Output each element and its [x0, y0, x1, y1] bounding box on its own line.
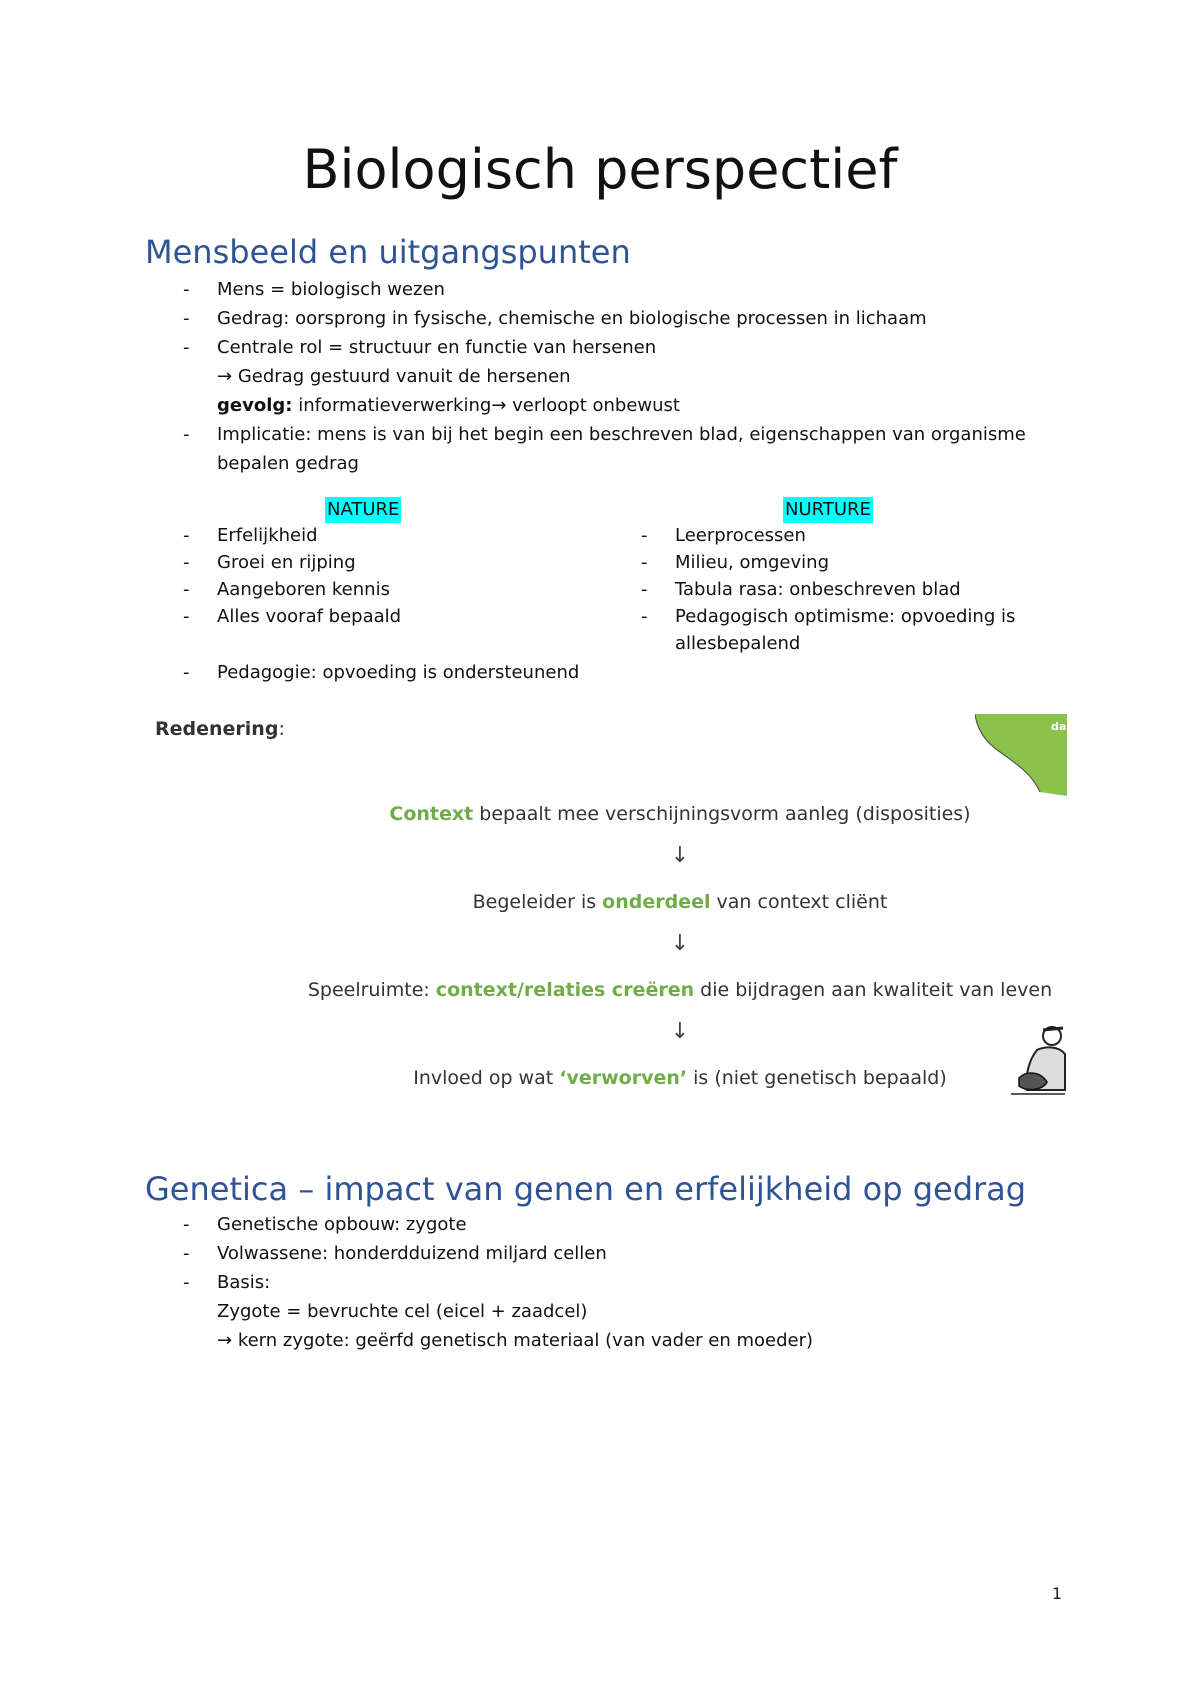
list-item — [145, 1210, 1045, 1239]
flow-text: van context cliënt — [710, 891, 888, 913]
nurture-list — [603, 522, 1073, 657]
section-heading-genetica: Genetica – impact van genen en erfelijkheid op gedrag — [145, 1170, 1027, 1208]
arrow-down-icon: ↓ — [670, 1019, 690, 1044]
section-heading-mensbeeld: Mensbeeld en uitgangspunten — [145, 233, 631, 271]
redenering-label-text: Redenering — [155, 718, 279, 740]
flow-text: Invloed op wat — [413, 1067, 560, 1089]
dash-marker: - — [183, 552, 190, 573]
dash-marker: - — [641, 579, 648, 600]
list-item — [145, 304, 1045, 333]
list-item-text: Mens = biologisch wezen — [217, 279, 445, 300]
list-item — [145, 1239, 1045, 1268]
list-item — [603, 522, 1073, 549]
dash-marker: - — [183, 308, 190, 329]
dash-marker: - — [183, 662, 190, 683]
flow-text: Speelruimte: — [307, 979, 436, 1001]
dash-marker: - — [183, 1243, 190, 1264]
nurture-heading: NURTURE — [783, 497, 873, 523]
flow-text: die bijdragen aan kwaliteit van leven — [694, 979, 1053, 1001]
list-item — [145, 576, 645, 603]
flow-highlight: context/relaties creëren — [435, 979, 695, 1001]
dash-marker: - — [641, 525, 648, 546]
list-item-text: Volwassene: honderdduizend miljard cellen — [217, 1243, 607, 1264]
arrow-right-icon: → — [217, 366, 233, 387]
list-item-text: Erfelijkheid — [217, 525, 318, 546]
dash-marker: - — [183, 579, 190, 600]
list-item — [603, 603, 1073, 657]
flow-line-speelruimte — [300, 976, 1060, 1004]
dash-marker: - — [183, 525, 190, 546]
leaf-decoration — [975, 714, 1067, 796]
page-title: Biologisch perspectief — [302, 138, 898, 201]
nature-list — [145, 522, 645, 630]
list-item — [145, 549, 645, 576]
gevolg-label: gevolg: — [217, 395, 293, 416]
pedagogie-list — [145, 659, 745, 686]
list-item — [145, 603, 645, 630]
list-item-text: Alles vooraf bepaald — [217, 606, 402, 627]
list-item — [145, 333, 1045, 420]
dash-marker: - — [183, 1272, 190, 1293]
sketch-hat — [1043, 1028, 1063, 1030]
list-item-text: Basis: — [217, 1272, 271, 1293]
list-item — [145, 1268, 1045, 1355]
gevolg-text: informatieverwerking — [298, 395, 492, 416]
list-item-text: Implicatie: mens is van bij het begin een beschreven blad, eigenschappen van organisme bepalen gedrag — [217, 424, 1026, 474]
list-item — [603, 549, 1073, 576]
list-item-text: Gedrag: oorsprong in fysische, chemische en biologische processen in lichaam — [217, 308, 927, 329]
list-item-text: Genetische opbouw: zygote — [217, 1214, 467, 1235]
list-item — [145, 420, 1045, 478]
flow-line-invloed — [300, 1064, 1060, 1092]
list-item-text: Centrale rol = structuur en functie van hersenen — [217, 337, 657, 358]
list-item — [145, 522, 645, 549]
dash-marker: - — [641, 552, 648, 573]
flow-highlight: Context — [389, 803, 474, 825]
flow-highlight: ‘verworven’ — [559, 1067, 688, 1089]
flow-text: bepaalt mee verschijningsvorm aanleg (disposities) — [473, 803, 971, 825]
list-item — [145, 659, 745, 686]
arrow-right-icon: → — [217, 1330, 233, 1351]
flow-text: Begeleider is — [472, 891, 603, 913]
dash-marker: - — [183, 337, 190, 358]
list-item — [145, 275, 1045, 304]
arrow-right-icon: → — [491, 395, 507, 416]
list-item-text: Pedagogisch optimisme: opvoeding is allesbepalend — [675, 606, 1016, 654]
dash-marker: - — [183, 279, 190, 300]
dash-marker: - — [183, 606, 190, 627]
arrow-down-icon: ↓ — [670, 843, 690, 868]
person-sketch-icon — [1007, 1020, 1067, 1100]
dash-marker: - — [183, 1214, 190, 1235]
mensbeeld-list — [145, 275, 1045, 478]
dash-marker: - — [641, 606, 648, 627]
nature-heading: NATURE — [325, 497, 401, 523]
list-item-text: Milieu, omgeving — [675, 552, 829, 573]
list-item-text: Groei en rijping — [217, 552, 356, 573]
arrow-down-icon: ↓ — [670, 931, 690, 956]
flow-highlight: onderdeel — [602, 891, 711, 913]
list-item-text: Leerprocessen — [675, 525, 806, 546]
page-number: 1 — [1051, 1584, 1062, 1603]
list-item-text: Aangeboren kennis — [217, 579, 390, 600]
flow-line-context — [300, 800, 1060, 828]
list-item-text: Pedagogie: opvoeding is ondersteunend — [217, 662, 580, 683]
list-item — [603, 576, 1073, 603]
genetica-list — [145, 1210, 1045, 1355]
dash-marker: - — [183, 424, 190, 445]
gevolg-end: verloopt onbewust — [512, 395, 680, 416]
redenering-colon: : — [278, 718, 285, 740]
list-item-text: Tabula rasa: onbeschreven blad — [675, 579, 961, 600]
redenering-label — [155, 715, 285, 743]
flow-text: is (niet genetisch bepaald) — [687, 1067, 947, 1089]
basis-line-kern: kern zygote: geërfd genetisch materiaal (van vader en moeder) — [237, 1330, 814, 1351]
sub-line-gedrag: Gedrag gestuurd vanuit de hersenen — [237, 366, 571, 387]
basis-line-zygote: Zygote = bevruchte cel (eicel + zaadcel) — [217, 1301, 588, 1322]
flow-line-begeleider — [300, 888, 1060, 916]
leaf-text: da — [1051, 720, 1067, 733]
